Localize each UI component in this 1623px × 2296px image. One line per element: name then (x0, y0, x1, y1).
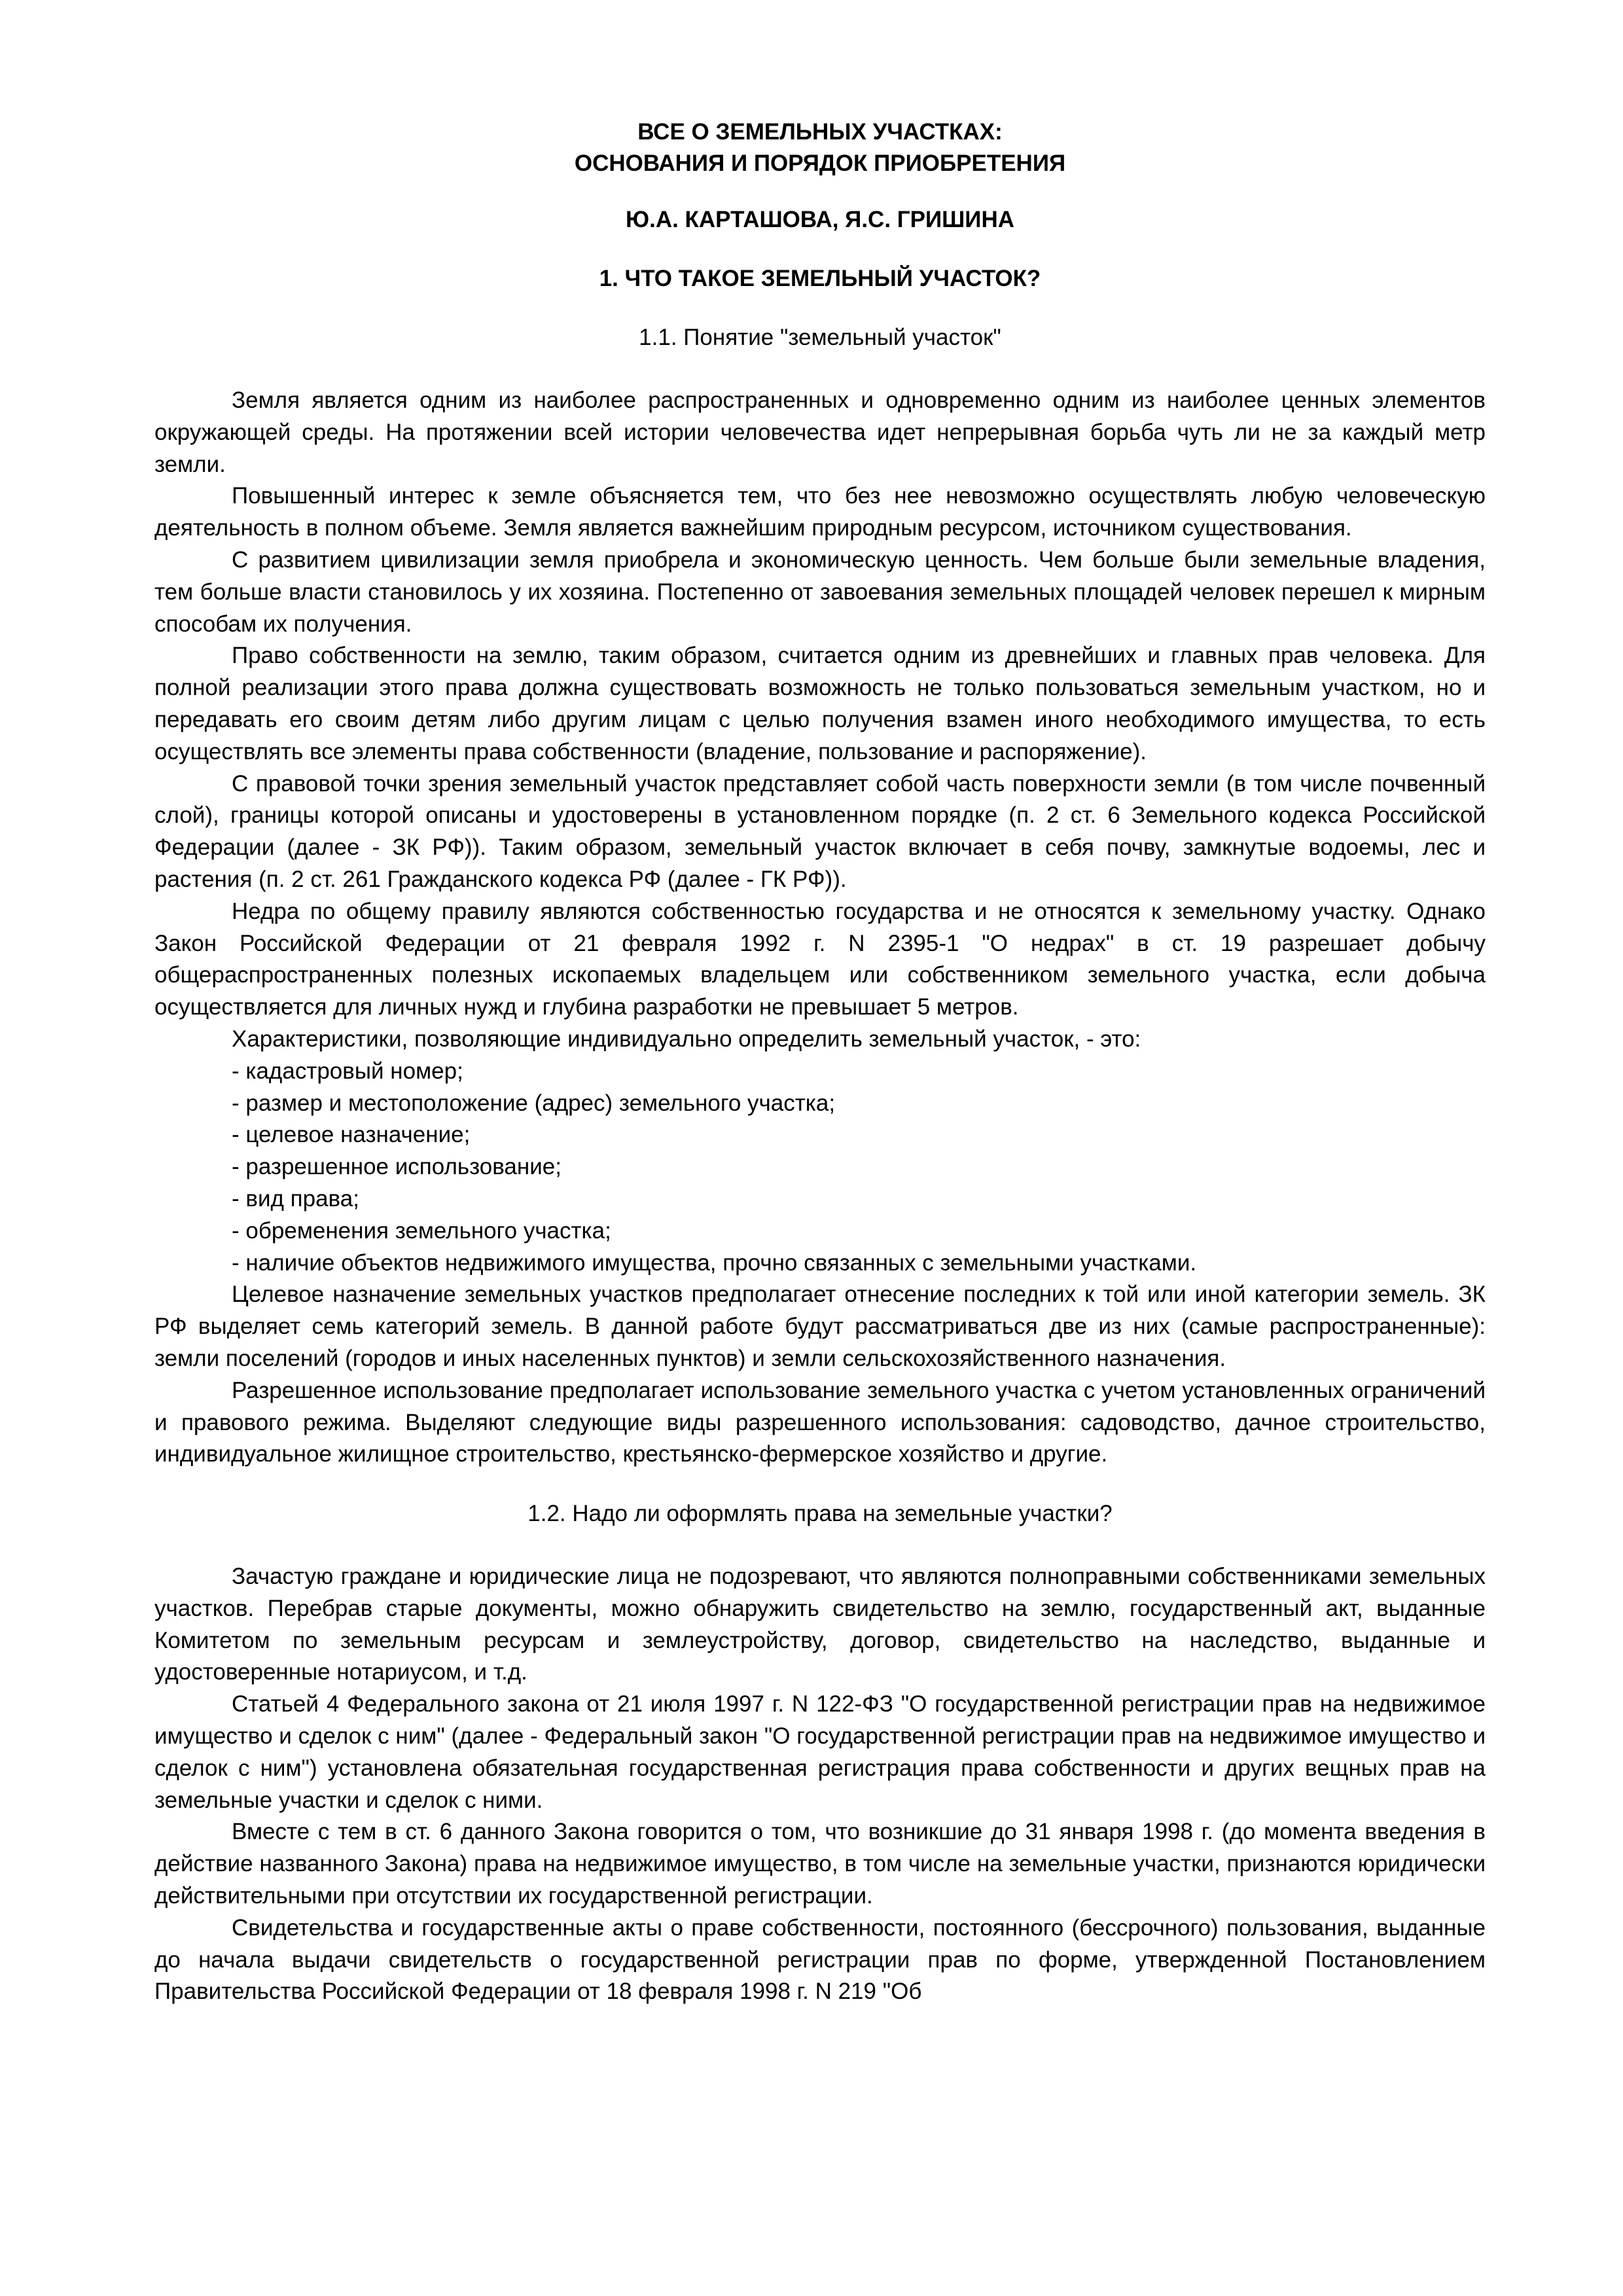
paragraph: Недра по общему правилу являются собственностью государства и не относятся к земельному участку. Однако Закон Российской Федерации от 21 февраля 1992 г. N 2395-1 "О недрах" в ст. 19 разрешает добычу общераспространенных полезных ископаемых владельцем или собственником земельного участка, если добыча осуществляется для личных нужд и глубина разработки не превышает 5 метров. (154, 898, 1486, 1020)
characteristics-list (154, 1056, 1486, 1280)
paragraph: С правовой точки зрения земельный участок представляет собой часть поверхности земли (в том числе почвенный слой), границы которой описаны и удостоверены в установленном порядке (п. 2 ст. 6 Земельного кодекса Российской Федерации (далее - ЗК РФ)). Таким образом, земельный участок включает в себя почву, замкнутые водоемы, лес и растения (п. 2 ст. 261 Гражданского кодекса РФ (далее - ГК РФ)). (154, 770, 1486, 892)
title-line-1: ВСЕ О ЗЕМЕЛЬНЫХ УЧАСТКАХ: (637, 119, 1003, 145)
paragraph: Целевое назначение земельных участков предполагает отнесение последних к той или иной категории земель. ЗК РФ выделяет семь категорий земель. В данной работе будут рассматриваться две из них (самые распространенные): земли поселений (городов и иных населенных пунктов) и земли сельскохозяйственного назначения. (154, 1282, 1486, 1371)
document-content (154, 110, 1486, 2008)
list-item: - наличие объектов недвижимого имущества, прочно связанных с земельными участками. (232, 1249, 1197, 1276)
paragraph: Зачастую граждане и юридические лица не подозревают, что являются полноправными собственниками земельных участков. Перебрав старые документы, можно обнаружить свидетельство на землю, государственный акт, выданные Комитетом по земельным ресурсам и землеустройству, договор, свидетельство на наследство, выданные и удостоверенные нотариусом, и т.д. (154, 1564, 1486, 1685)
paragraph: Разрешенное использование предполагает использование земельного участка с учетом установленных ограничений и правового режима. Выделяют следующие виды разрешенного использования: садоводство, дачное строительство, индивидуальное жилищное строительство, крестьянско-фермерское хозяйство и другие. (154, 1377, 1486, 1467)
section-1-1-heading: 1.1. Понятие "земельный участок" (639, 325, 1001, 350)
list-item: - размер и местоположение (адрес) земельного участка; (232, 1090, 836, 1116)
authors: Ю.А. КАРТАШОВА, Я.С. ГРИШИНА (626, 207, 1014, 232)
paragraph: Право собственности на землю, таким образом, считается одним из древнейших и главных прав человека. Для полной реализации этого права должна существовать возможность не только пользоваться земельным участком, но и передавать его своим детям либо другим лицам с целью получения взамен иного необходимого имущества, то есть осуществлять все элементы права собственности (владение, пользование и распоряжение). (154, 643, 1486, 764)
paragraph: С развитием цивилизации земля приобрела и экономическую ценность. Чем больше были земельные владения, тем больше власти становилось у их хозяина. Постепенно от завоевания земельных площадей человек перешел к мирным способам их получения. (154, 547, 1486, 637)
paragraph: Повышенный интерес к земле объясняется тем, что без нее невозможно осуществлять любую человеческую деятельность в полном объеме. Земля является важнейшим природным ресурсом, источником существования. (154, 483, 1486, 541)
paragraph: Характеристики, позволяющие индивидуально определить земельный участок, - это: (232, 1026, 1141, 1052)
document-title (154, 117, 1486, 179)
list-item: - целевое назначение; (232, 1122, 471, 1148)
list-item: - разрешенное использование; (232, 1154, 562, 1180)
list-item: - обременения земельного участка; (232, 1217, 611, 1244)
list-item: - кадастровый номер; (232, 1058, 463, 1084)
title-line-2: ОСНОВАНИЯ И ПОРЯДОК ПРИОБРЕТЕНИЯ (574, 151, 1066, 176)
paragraph: Вместе с тем в ст. 6 данного Закона говорится о том, что возникшие до 31 января 1998 г. (до момента введения в действие названного Закона) права на недвижимое имущество, в том числе на земельные участки, признаются юридически действительными при отсутствии их государственной регистрации. (154, 1819, 1486, 1909)
paragraph: Свидетельства и государственные акты о праве собственности, постоянного (бессрочного) пользования, выданные до начала выдачи свидетельств о государственной регистрации прав по форме, утвержденной Постановлением Правительства Российской Федерации от 18 февраля 1998 г. N 219 "Об (154, 1914, 1486, 2005)
list-item: - вид права; (232, 1185, 359, 1211)
paragraph: Земля является одним из наиболее распространенных и одновременно одним из наиболее ценных элементов окружающей среды. На протяжении всей истории человечества идет непрерывная борьба чуть ли не за каждый метр земли. (154, 387, 1486, 477)
section-1-2-heading: 1.2. Надо ли оформлять права на земельные участки? (527, 1501, 1113, 1527)
chapter-heading: 1. ЧТО ТАКОЕ ЗЕМЕЛЬНЫЙ УЧАСТОК? (599, 266, 1041, 291)
paragraph: Статьей 4 Федерального закона от 21 июля 1997 г. N 122-ФЗ "О государственной регистрации прав на недвижимое имущество и сделок с ним" (далее - Федеральный закон "О государственной регистрации прав на недвижимое имущество и сделок с ним") установлена обязательная государственная регистрация права собственности и других вещных прав на земельные участки и сделок с ними. (154, 1691, 1486, 1813)
